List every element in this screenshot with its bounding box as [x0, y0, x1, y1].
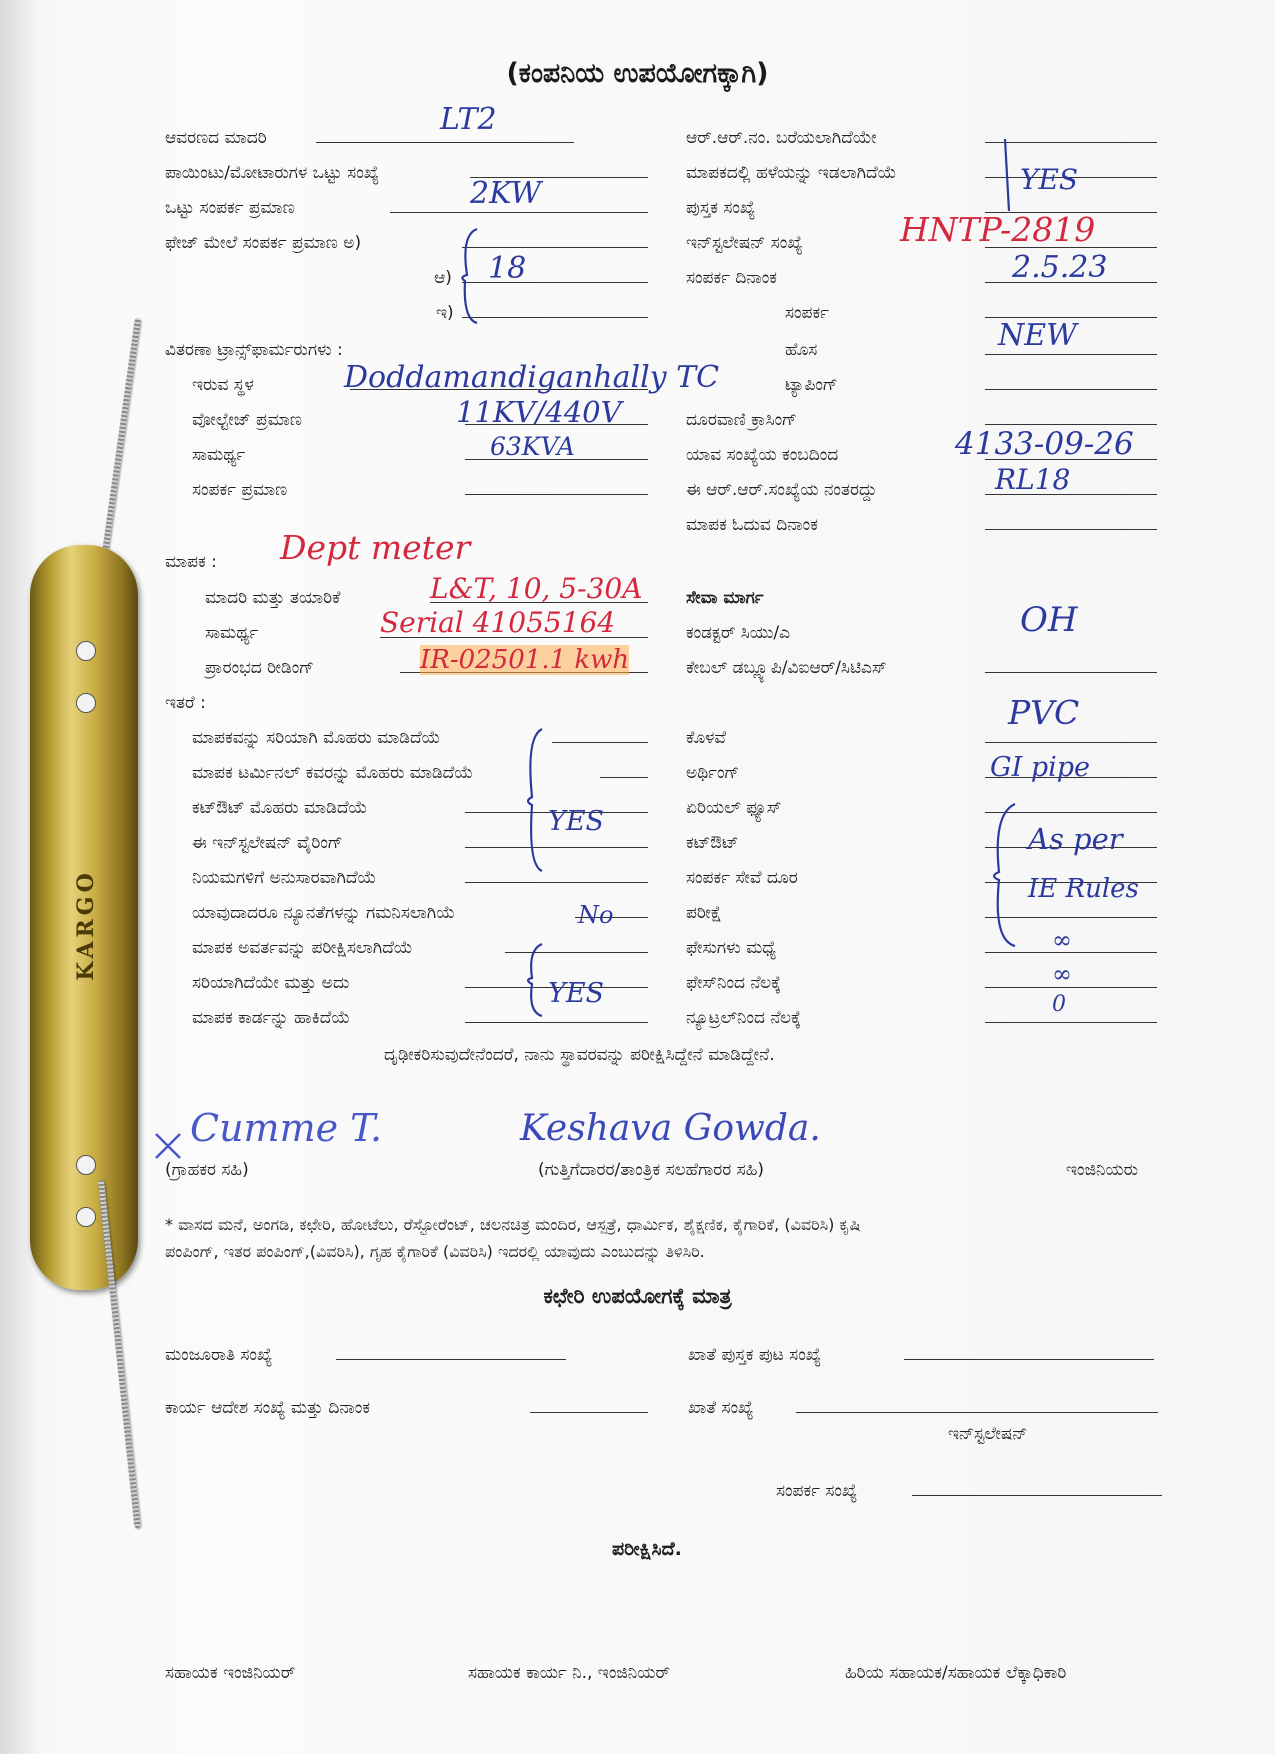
field-line-terminal [600, 777, 648, 778]
label-initial-reading: ಪ್ರಾರಂಭದ ರೀಡಿಂಗ್ [205, 658, 314, 678]
hw-bracket-yes-3 [522, 940, 552, 1020]
label-transformers: ವಿತರಣಾ ಟ್ರಾನ್ಸ್‌ಫಾರ್ಮರುಗಳು : [165, 340, 343, 360]
hw-yes-1: YES [1020, 163, 1079, 196]
label-service-route: ಸೇವಾ ಮಾರ್ಗ [686, 588, 764, 608]
hw-dept: Dept meter [280, 528, 471, 567]
hw-cross-mark [150, 1128, 190, 1168]
label-capacity: ಸಾಮರ್ಥ್ಯ [192, 445, 246, 465]
field-line-work-order [530, 1412, 648, 1413]
label-sampark: ಸಂಪರ್ಕ [785, 303, 829, 323]
field-line-wiring [465, 847, 648, 848]
hw-location: Doddamandiganhally TC [344, 360, 720, 395]
hw-installation-no: HNTP-2819 [900, 210, 1096, 249]
binder-hole [76, 693, 96, 713]
label-cutout: ಕಟ್‌ಔಟ್ [686, 833, 739, 853]
label-conductor: ಕಂಡಕ್ಟರ್ ಸಿಯು/ಎ [686, 623, 791, 643]
label-location: ಇರುವ ಸ್ಥಳ [192, 375, 254, 395]
binder-hole [76, 1155, 96, 1175]
page-title: (ಕಂಪನಿಯ ಉಪಯೋಗಕ್ಕಾಗಿ) [506, 58, 769, 89]
office-title: ಕಛೇರಿ ಉಪಯೋಗಕ್ಕೆ ಮಾತ್ರ [543, 1284, 732, 1308]
label-engineer: ಇಂಜಿನಿಯರು [1066, 1160, 1139, 1180]
label-connection-no: ಸಂಪರ್ಕ ಸಂಖ್ಯೆ [776, 1481, 858, 1501]
label-correct: ಸರಿಯಾಗಿದೆಯೇ ಮತ್ತು ಅದು [192, 973, 350, 993]
label-total-load: ಒಟ್ಟು ಸಂಪರ್ಕ ಪ್ರಮಾಣ [165, 198, 295, 218]
hw-no: No [578, 901, 614, 929]
label-pipe: ಕೊಳವೆ [686, 728, 727, 748]
label-points-total: ಪಾಯಿಂಟು/ಮೋಟಾರುಗಳ ಒಟ್ಟು ಸಂಖ್ಯೆ [165, 163, 380, 183]
label-phase-c: ಇ) [436, 303, 454, 323]
field-line-phone [985, 424, 1157, 425]
label-connected-load: ಸಂಪರ್ಕ ಪ್ರಮಾಣ [192, 480, 288, 500]
label-sanction-no: ಮಂಜೂರಾತಿ ಸಂಖ್ಯೆ [165, 1345, 273, 1365]
label-tapping: ಟ್ಯಾಪಿಂಗ್ [785, 375, 838, 395]
label-contractor-sign: (ಗುತ್ತಿಗೆದಾರರ/ತಾಂತ್ರಿಕ ಸಲಹೆಗಾರರ ಸಹಿ) [538, 1160, 765, 1180]
hw-bracket-yes-2 [522, 725, 552, 875]
binder-brand-logo: KARGO [73, 869, 100, 981]
binder-hole [76, 1207, 96, 1227]
hw-oh: OH [1020, 600, 1078, 640]
label-test: ಪರೀಕ್ಷೆ [686, 903, 722, 923]
hw-inf-2: ∞ [1052, 960, 1072, 988]
hw-gi: GI pipe [990, 752, 1090, 783]
binder-hole [76, 641, 96, 661]
hw-signature-contractor: Keshava Gowda. [520, 1108, 821, 1149]
field-line-meter-card [465, 1022, 648, 1023]
binder-clip [30, 545, 138, 1290]
label-aerial-fuse: ಏರಿಯಲ್ ಫ್ಯೂಸ್ [686, 798, 782, 818]
hw-serial: Serial 41055164 [380, 606, 616, 639]
label-account-no: ಖಾತೆ ಸಂಖ್ಯೆ [688, 1398, 754, 1418]
hw-as-per: As per [1028, 822, 1123, 856]
label-checked: ಪರೀಕ್ಷಿಸಿದೆ. [612, 1538, 682, 1560]
label-after-rr: ಈ ಆರ್.ಆರ್.ಸಂಖ್ಯೆಯ ನಂತರದ್ದು [686, 480, 877, 500]
field-line-sealed [552, 742, 648, 743]
field-line-pipe [985, 742, 1157, 743]
label-cutout-sealed: ಕಟ್‌ಔಟ್ ಮೊಹರು ಮಾಡಿದೆಯೆ [192, 798, 368, 818]
label-wiring: ಈ ಇನ್‌ಸ್ಟಲೇಷನ್ ವೈರಿಂಗ್ [192, 833, 343, 853]
label-phase-load: ಫೇಜ್ ಮೇಲೆ ಸಂಪರ್ಕ ಪ್ರಮಾಣ ಅ) [165, 233, 362, 253]
field-line-cable [985, 672, 1157, 673]
label-meter-card: ಮಾಪಕ ಕಾರ್ಡನ್ನು ಹಾಕಿದೆಯೆ [192, 1008, 351, 1028]
field-line-reading-date [985, 529, 1157, 530]
label-rules: ನಿಯಮಗಳಿಗೆ ಅನುಸಾರವಾಗಿದೆಯೆ [192, 868, 377, 888]
label-consumer-sign: (ಗ್ರಾಹಕರ ಸಹಿ) [165, 1160, 249, 1180]
label-meter: ಮಾಪಕ : [165, 552, 217, 572]
label-meter-capacity: ಸಾಮರ್ಥ್ಯ [205, 623, 259, 643]
label-service-distance: ಸಂಪರ್ಕ ಸೇವೆ ದೂರ [686, 868, 798, 888]
field-line-connection-no [912, 1495, 1162, 1496]
hw-bracket-right [985, 800, 1025, 950]
hw-reading: IR-02501.1 kwh [420, 645, 630, 675]
label-rr-written: ಆರ್.ಆರ್.ನಂ. ಬರೆಯಲಾಗಿದೆಯೇ [686, 128, 877, 148]
label-ledger-page: ಖಾತೆ ಪುಸ್ತಕ ಪುಟ ಸಂಖ್ಯೆ [688, 1345, 822, 1365]
hw-rr-after: RL18 [995, 463, 1071, 496]
label-neutral-earth: ನ್ಯೂಟ್ರಲ್‌ನಿಂದ ನೆಲಕ್ಕೆ [686, 1008, 801, 1028]
field-line-phase-a [462, 247, 648, 248]
label-book-no: ಪುಸ್ತಕ ಸಂಖ್ಯೆ [686, 198, 756, 218]
label-work-order: ಕಾರ್ಯ ಆದೇಶ ಸಂಖ್ಯೆ ಮತ್ತು ದಿನಾಂಕ [165, 1398, 370, 1418]
footer-accounts: ಹಿರಿಯ ಸಹಾಯಕ/ಸಹಾಯಕ ಲೆಕ್ಕಾಧಿಕಾರಿ [845, 1663, 1067, 1683]
hw-bracket-yes-1 [995, 135, 1025, 215]
field-line-ledger [904, 1359, 1154, 1360]
hw-make: L&T, 10, 5-30A [430, 572, 643, 605]
label-between-phases: ಫೇಸುಗಳು ಮಧ್ಯೆ [686, 938, 777, 958]
label-enclosure-type: ಆವರಣದ ಮಾದರಿ [165, 128, 267, 148]
label-earthing: ಅರ್ಥಿಂಗ್ [686, 763, 740, 783]
hw-pole: 4133-09-26 [955, 426, 1134, 462]
field-line-connected-load [465, 494, 648, 495]
label-defects: ಯಾವುದಾದರೂ ನ್ಯೂನತೆಗಳನ್ನು ಗಮನಿಸಲಾಗಿಯೆ [192, 903, 456, 923]
label-voltage: ವೋಲ್ಟೇಜ್ ಪ್ರಮಾಣ [192, 410, 302, 430]
hw-capacity: 63KVA [490, 432, 575, 461]
note-line-1: * ವಾಸದ ಮನೆ, ಅಂಗಡಿ, ಕಛೇರಿ, ಹೋಟೆಲು, ರೆಸ್ಟೋರೆಂಟ್, ಚಲನಚಿತ್ರ ಮಂದಿರ, ಆಸ್ಪತ್ರೆ, ಧಾರ್ಮಿಕ, ಶೈಕ್ಷಣಿಕ, ಕೈಗಾರಿಕೆ, (ವಿವರಿಸಿ) ಕೃಷಿ [165, 1215, 861, 1234]
hw-ie-rules: IE Rules [1028, 874, 1139, 904]
hw-signature-consumer: Cumme T. [190, 1106, 383, 1150]
hw-bracket-phase [455, 225, 485, 325]
field-line-hosa [985, 354, 1157, 355]
note-line-2: ಪಂಪಿಂಗ್, ಇತರ ಪಂಪಿಂಗ್,(ವಿವರಿಸಿ), ಗೃಹ ಕೈಗಾರಿಕೆ (ವಿವರಿಸಿ) ಇದರಲ್ಲಿ ಯಾವುದು ಎಂಬುದನ್ನು ತಿಳಿಸಿರಿ. [165, 1242, 705, 1261]
hw-date: 2.5.23 [1012, 250, 1108, 285]
label-make-model: ಮಾದರಿ ಮತ್ತು ತಯಾರಿಕೆ [205, 588, 341, 608]
field-line-rules [465, 882, 648, 883]
hw-inf-1: ∞ [1052, 926, 1072, 954]
label-sealed: ಮಾಪಕವನ್ನು ಸರಿಯಾಗಿ ಮೊಹರು ಮಾಡಿದೆಯೆ [192, 728, 441, 748]
field-line-sanction [336, 1359, 566, 1360]
hw-yes-2: YES [548, 806, 605, 837]
footer-ae: ಸಹಾಯಕ ಇಂಜಿನಿಯರ್ [165, 1663, 296, 1683]
label-phone-crossing: ದೂರವಾಣಿ ಕ್ರಾಸಿಂಗ್ [686, 410, 797, 430]
label-installation: ಇನ್‌ಸ್ಟಲೇಷನ್ [948, 1424, 1028, 1444]
label-others: ಇತರೆ : [165, 693, 206, 713]
hw-new: NEW [998, 318, 1077, 353]
footer-aee: ಸಹಾಯಕ ಕಾರ್ಯ ನಿ., ಇಂಜಿನಿಯರ್ [468, 1663, 670, 1683]
label-pole-no: ಯಾವ ಸಂಖ್ಯೆಯ ಕಂಬದಿಂದ [686, 445, 839, 465]
hw-zero: 0 [1052, 992, 1066, 1017]
label-phase-b: ಆ) [434, 268, 452, 288]
field-line-total-load [390, 212, 648, 213]
hw-yes-3: YES [548, 978, 605, 1009]
label-meter-turn: ಮಾಪಕ ಅವರ್ತವನ್ನು ಪರೀಕ್ಷಿಸಲಾಗಿದೆಯೆ [192, 938, 413, 958]
field-line-neutral-earth [985, 1022, 1157, 1023]
certify-text: ದೃಢೀಕರಿಸುವುದೇನೆಂದರೆ, ನಾನು ಸ್ಥಾವರವನ್ನು ಪರೀಕ್ಷಿಸಿದ್ದೇನೆ ಮಾಡಿದ್ದೇನೆ. [384, 1045, 775, 1065]
hw-phase: 18 [488, 251, 527, 286]
label-hosa: ಹೊಸ [785, 340, 818, 360]
label-cable: ಕೇಬಲ್ ಡಬ್ಲ್ಯೂಪಿ/ವಿಐಆರ್/ಸಿಟಿಎಸ್ [686, 658, 887, 678]
field-line-tapping [985, 389, 1157, 390]
label-meter-old: ಮಾಪಕದಲ್ಲಿ ಹಳೆಯನ್ನು ಇಡಲಾಗಿದೆಯೆ [686, 163, 897, 183]
hw-pvc: PVC [1008, 693, 1080, 732]
field-line-account [796, 1412, 1158, 1413]
label-connection-date: ಸಂಪರ್ಕ ದಿನಾಂಕ [686, 268, 777, 288]
label-terminal-sealed: ಮಾಪಕ ಟರ್ಮಿನಲ್ ಕವರನ್ನು ಮೊಹರು ಮಾಡಿದೆಯೆ [192, 763, 474, 783]
hw-voltage: 11KV/440V [456, 395, 622, 429]
label-installation-no: ಇನ್‌ಸ್ಟಲೇಷನ್ ಸಂಖ್ಯೆ [686, 233, 803, 253]
field-line-enclosure [316, 142, 574, 143]
hw-lt: LT2 [440, 102, 497, 137]
field-line-phase-c [462, 317, 648, 318]
label-reading-date: ಮಾಪಕ ಓದುವ ದಿನಾಂಕ [686, 515, 818, 535]
label-phase-earth: ಫೇಸ್‌ನಿಂದ ನೆಲಕ್ಕೆ [686, 973, 781, 993]
hw-load: 2KW [470, 176, 542, 211]
